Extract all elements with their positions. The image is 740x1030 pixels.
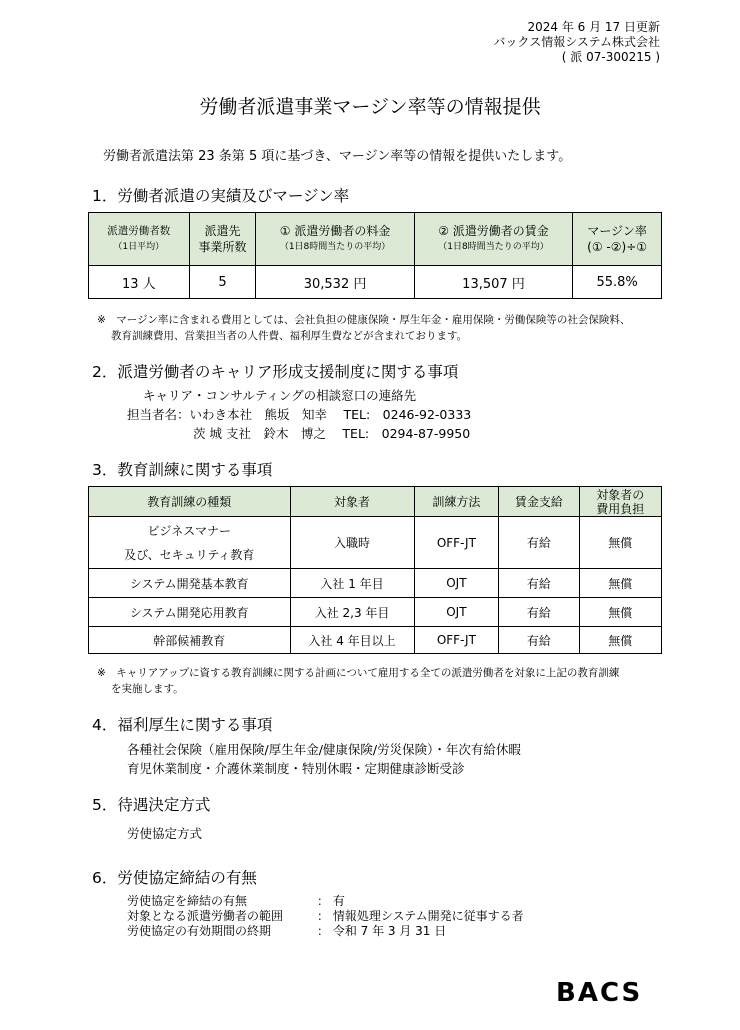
col-margin-label: マージン率 [587,224,647,238]
col-workers-label: 派遣労働者数 [107,225,171,237]
training-method: OJT [414,569,499,598]
license-number: ( 派 07-300215 ) [561,50,660,64]
wage-value: 13,507 円 [414,266,572,299]
sites-value: 5 [189,266,256,299]
list-item [127,894,524,909]
col-fee-label: ① 派遣労働者の料金 [279,224,391,238]
col-workers [89,213,190,266]
section2-heading: 2．派遣労働者のキャリア形成支援制度に関する事項 [92,363,459,381]
col-burden-label2: 費用負担 [596,501,645,516]
section3-heading: 3．教育訓練に関する事項 [92,461,273,479]
col-workers-sub: （1日平均） [113,242,165,252]
col-training-type: 教育訓練の種類 [89,487,291,517]
training-cost: 無償 [579,598,661,627]
company-name: バックス情報システム株式会社 [493,35,660,49]
training-table [88,486,662,654]
col-wage [414,213,572,266]
list-item [127,924,524,939]
col-margin [573,213,662,266]
col-fee-sub: （1日8時間当たりの平均） [279,242,391,252]
training-method: OFF-JT [414,627,499,654]
table-row [89,627,662,654]
section2-line1: キャリア・コンサルティングの相談窓口の連絡先 [143,388,417,403]
section3-note [97,665,619,697]
training-pay: 有給 [499,627,579,654]
agreement-value: ： 有 [317,894,345,908]
col-method: 訓練方法 [414,487,499,517]
training-target: 入職時 [290,517,414,569]
section4-line2: 育児休業制度・介護休業制度・特別休暇・定期健康診断受診 [127,761,465,776]
col-sites-label2: 事業所数 [198,240,247,254]
margin-table [88,212,662,299]
section2-line3: 茨 城 支社 鈴木 博之 TEL: 0294-87-9950 [193,426,471,441]
section4-heading: 4．福利厚生に関する事項 [92,716,273,734]
section3-note-line2: を実施します。 [111,683,184,695]
company-logo: BACS [556,978,643,1008]
table-row [89,266,662,299]
training-name [89,517,291,569]
section5-heading: 5．待遇決定方式 [92,796,211,814]
col-wage-label: ② 派遣労働者の賃金 [438,224,549,238]
updated-date: 2024 年 6 月 17 日更新 [527,20,660,34]
col-pay: 賃金支給 [499,487,579,517]
intro-text: 労働者派遣法第 23 条第 5 項に基づき、マージン率等の情報を提供いたします。 [103,149,572,164]
agreement-value: ： 令和 7 年 3 月 31 日 [317,924,447,938]
col-sites-label: 派遣先 [204,224,241,238]
col-sites [189,213,256,266]
training-name: システム開発基本教育 [89,569,291,598]
training-cost: 無償 [579,517,661,569]
margin-value: 55.8% [573,266,662,299]
col-fee [256,213,414,266]
section6-heading: 6．労使協定締結の有無 [92,869,257,887]
section1-note-line2: 教育訓練費用、営業担当者の人件費、福利厚生費などが含まれております。 [111,330,468,342]
table-row [89,517,662,569]
section3-note-line1: ※ キャリアアップに資する教育訓練に関する計画について雇用する全ての派遣労働者を対象に上記の教育訓練 [97,667,620,679]
training-cost: 無償 [579,569,661,598]
training-cost: 無償 [579,627,661,654]
col-target: 対象者 [290,487,414,517]
workers-value: 13 人 [89,266,190,299]
training-method: OFF-JT [414,517,499,569]
training-name-line1: ビジネスマナー [147,523,231,538]
list-item [127,909,524,924]
training-pay: 有給 [499,517,579,569]
section1-note-line1: ※ マージン率に含まれる費用としては、会社負担の健康保険・厚生年金・雇用保険・労働保険等の社会保険料、 [97,314,631,326]
training-method: OJT [414,598,499,627]
header-info [493,20,660,65]
section2-line2: 担当者名：いわき本社 熊坂 知幸 TEL: 0246-92-0333 [127,407,472,422]
agreement-list [127,894,524,939]
agreement-label: 対象となる派遣労働者の範囲 [127,909,284,923]
page-title: 労働者派遣事業マージン率等の情報提供 [199,96,541,118]
agreement-value: ： 情報処理システム開発に従事する者 [317,909,524,923]
section5-line1: 労使協定方式 [127,826,203,841]
training-name-line2: 及び、セキュリティ教育 [124,547,255,562]
col-margin-formula: (① -②)÷① [587,240,648,254]
table-row [89,569,662,598]
training-pay: 有給 [499,569,579,598]
training-target: 入社 4 年目以上 [290,627,414,654]
col-wage-sub: （1日8時間当たりの平均） [438,242,549,252]
agreement-label: 労使協定の有効期間の終期 [127,924,272,938]
training-target: 入社 1 年目 [290,569,414,598]
fee-value: 30,532 円 [256,266,414,299]
training-target: 入社 2,3 年目 [290,598,414,627]
training-name: 幹部候補教育 [89,627,291,654]
section1-heading: 1．労働者派遣の実績及びマージン率 [92,187,350,205]
table-row [89,598,662,627]
agreement-label: 労使協定を締結の有無 [127,894,248,908]
training-name: システム開発応用教育 [89,598,291,627]
training-pay: 有給 [499,598,579,627]
col-burden [579,487,661,517]
section4-line1: 各種社会保険（雇用保険/厚生年金/健康保険/労災保険）・年次有給休暇 [127,742,521,757]
section1-note [97,312,630,344]
col-burden-label1: 対象者の [596,487,645,502]
